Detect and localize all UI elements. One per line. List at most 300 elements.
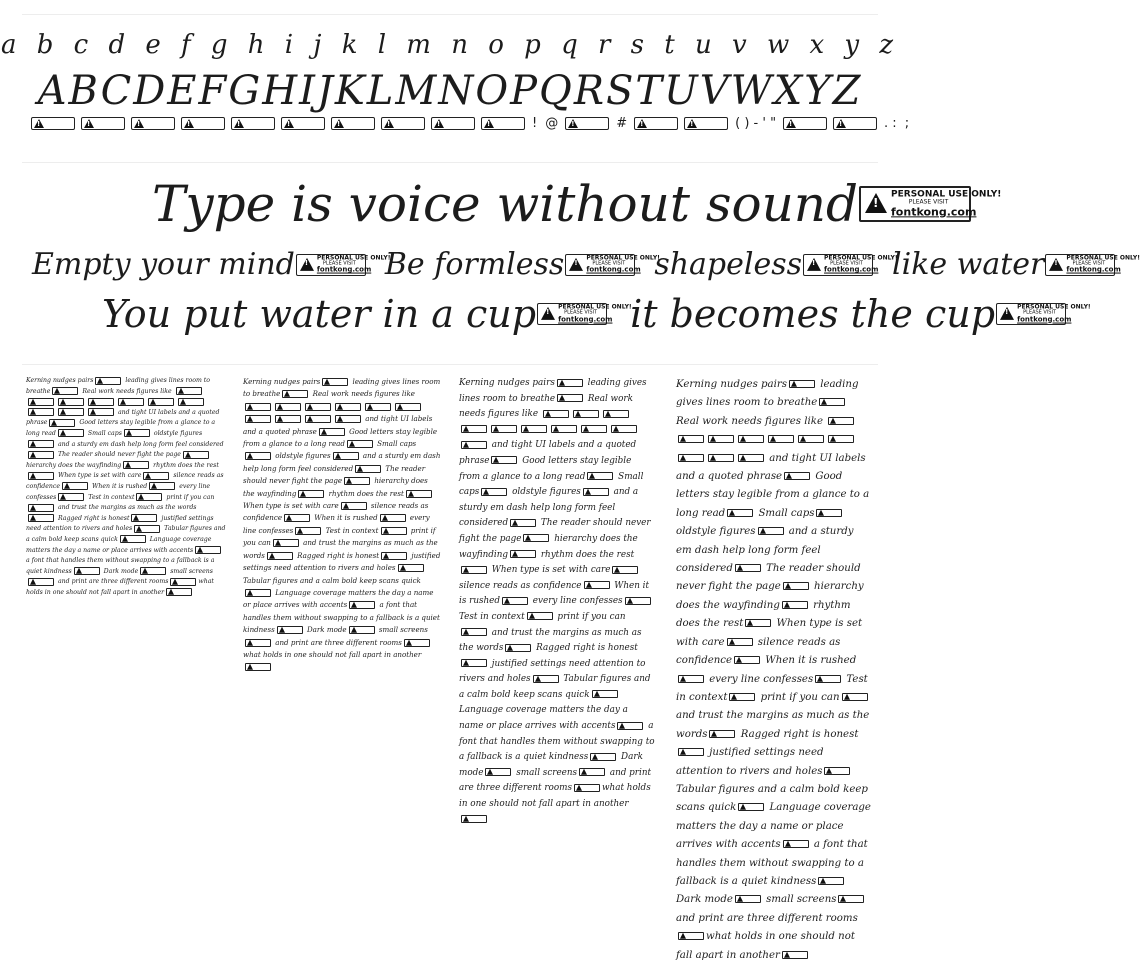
license-badge-icon <box>735 564 761 572</box>
warning-icon <box>710 436 716 442</box>
badge-text: fontkong.com <box>316 265 372 274</box>
warning-icon <box>569 257 583 270</box>
license-badge-icon <box>298 490 324 498</box>
phrase <box>630 292 1091 336</box>
warning-icon <box>740 436 746 442</box>
warning-icon <box>786 473 792 479</box>
license-badge-icon <box>783 840 809 848</box>
warning-icon <box>512 551 518 557</box>
warning-icon <box>321 428 327 434</box>
warning-icon <box>286 515 292 521</box>
badge-text: PERSONAL USE ONLY! <box>1017 303 1091 311</box>
warning-icon <box>830 436 836 442</box>
license-badge-icon <box>231 117 275 130</box>
warning-icon <box>729 510 735 516</box>
license-badge-icon <box>612 566 638 574</box>
warning-icon <box>613 426 619 432</box>
warning-icon <box>826 767 832 773</box>
license-badge-icon <box>1045 254 1140 276</box>
badge-text: fontkong.com <box>891 205 977 219</box>
license-badge-icon <box>331 117 375 130</box>
license-badge-icon <box>166 588 192 596</box>
license-badge-icon <box>574 784 600 792</box>
license-badge-icon <box>120 535 146 543</box>
license-badge-icon <box>481 488 507 496</box>
warning-icon <box>836 119 846 128</box>
warning-icon <box>535 675 541 681</box>
license-badge-icon <box>584 581 610 589</box>
warning-icon <box>247 590 253 596</box>
warning-icon <box>784 951 790 957</box>
warning-icon <box>493 457 499 463</box>
warning-icon <box>785 583 791 589</box>
warning-icon <box>791 381 797 387</box>
license-badge-icon <box>49 419 75 427</box>
license-badge-icon <box>758 527 784 535</box>
warning-icon <box>64 483 70 489</box>
warning-icon <box>729 638 735 644</box>
warning-icon <box>731 694 737 700</box>
warning-icon <box>680 436 686 442</box>
warning-icon <box>680 454 686 460</box>
warning-icon <box>463 660 469 666</box>
warning-icon <box>463 629 469 635</box>
license-badge-icon <box>344 477 370 485</box>
specimen-paragraph: Kerning nudges pairs leading gives lines room to breathe Real work needs figures like and tight UI labels and a quoted phrase Good letters stay legible from a glance to a long read Small caps oldstyle figures and a sturdy em dash help long form feel considered The reader should never fight the page hierarchy does the wayfinding rhythm does the rest When type is set with care silence reads as confidence When it is rushed every line confesses Test in context print if you can and trust the margins as much as the words Ragged right is honest justified settings need attention to rivers and holes Tabular figures and a calm bold keep scans quick Language coverage matters the day a name or place arrives with accents a font that handles them without swapping to a fallback is a quiet kindness Dark mode small screens and print are three different rooms what holds in one should not fall apart in another <box>26 377 226 596</box>
warning-icon <box>711 730 717 736</box>
warning-icon <box>145 473 151 479</box>
badge-text: PLEASE VISIT <box>830 260 863 267</box>
license-badge-icon <box>738 803 764 811</box>
badge-text: fontkong.com <box>1017 315 1072 324</box>
warning-icon <box>512 520 518 526</box>
license-badge-icon <box>58 398 84 406</box>
license-badge-icon <box>581 425 607 433</box>
badge-text: PERSONAL USE ONLY! <box>891 189 1002 200</box>
warning-icon <box>185 451 191 457</box>
specimen-column-medium <box>243 376 441 659</box>
warning-icon <box>178 388 184 394</box>
license-badge-icon <box>28 578 54 586</box>
license-badge-icon <box>136 493 162 501</box>
license-badge-icon <box>565 117 609 130</box>
license-badge-icon <box>277 626 303 634</box>
license-badge-icon <box>281 117 325 130</box>
warning-icon <box>605 410 611 416</box>
warning-icon <box>525 535 531 541</box>
warning-icon <box>680 933 686 939</box>
warning-icon <box>297 528 303 534</box>
warning-icon <box>134 119 144 128</box>
warning-icon <box>463 442 469 448</box>
license-badge-icon <box>708 435 734 443</box>
badge-text: PERSONAL USE ONLY! <box>586 254 660 262</box>
license-badge-icon <box>533 675 559 683</box>
warning-icon <box>619 722 625 728</box>
license-badge-icon <box>611 425 637 433</box>
warning-icon <box>865 193 887 213</box>
warning-icon <box>76 568 82 574</box>
license-badge-icon <box>245 403 271 411</box>
glyph-symbol: @ <box>545 116 559 131</box>
license-badge-icon <box>734 656 760 664</box>
license-badge-icon <box>275 403 301 411</box>
license-badge-icon <box>349 601 375 609</box>
license-badge-icon <box>381 552 407 560</box>
warning-icon <box>637 119 647 128</box>
license-badge-icon <box>551 425 577 433</box>
warning-icon <box>784 602 790 608</box>
license-badge-icon <box>583 488 609 496</box>
warning-icon <box>687 119 697 128</box>
license-badge-icon <box>322 378 348 386</box>
glyph-symbol: . : <box>884 116 897 131</box>
license-badge-icon <box>625 597 651 605</box>
license-badge-icon <box>565 254 660 276</box>
warning-icon <box>126 430 132 436</box>
license-badge-icon <box>727 638 753 646</box>
warning-icon <box>406 639 412 645</box>
license-badge-icon <box>406 490 432 498</box>
warning-icon <box>583 426 589 432</box>
warning-icon <box>277 404 283 410</box>
warning-icon <box>818 510 824 516</box>
warning-icon <box>279 627 285 633</box>
license-badge-icon <box>678 675 704 683</box>
warning-icon <box>844 694 850 700</box>
license-badge-icon <box>798 435 824 443</box>
badge-text: PLEASE VISIT <box>564 309 598 316</box>
license-badge-icon <box>131 514 157 522</box>
license-badge-icon <box>341 502 367 510</box>
warning-icon <box>168 589 174 595</box>
warning-icon <box>90 409 96 415</box>
license-badge-icon <box>590 753 616 761</box>
license-badge-icon <box>678 454 704 462</box>
license-badge-icon <box>502 597 528 605</box>
warning-icon <box>576 785 582 791</box>
warning-icon <box>150 398 156 404</box>
warning-icon <box>785 841 791 847</box>
license-badge-icon <box>88 398 114 406</box>
license-badge-icon <box>245 663 271 671</box>
license-badge-icon <box>118 398 144 406</box>
license-badge-icon <box>803 254 898 276</box>
warning-icon <box>324 379 330 385</box>
warning-icon <box>382 515 388 521</box>
license-badge-icon <box>491 425 517 433</box>
headline <box>152 175 1002 233</box>
license-badge-icon <box>782 601 808 609</box>
badge-text: fontkong.com <box>1066 265 1121 274</box>
phrase <box>32 247 391 282</box>
specimen-paragraph: Kerning nudges pairs leading gives lines room to breathe Real work needs figures like and tight UI labels and a quoted phrase Good letters stay legible from a glance to a long read Small caps oldstyle figures and a sturdy em dash help long form feel considered The reader should never fight the page hierarchy does the wayfinding rhythm does the rest When type is set with care silence reads as confidence When it is rushed every line confesses Test in context print if you can and trust the margins as much as the words Ragged right is honest justified settings need attention to rivers and holes Tabular figures and a calm bold keep scans quick Language coverage matters the day a name or place arrives with accents a font that handles them without swapping to a fallback is a quiet kindness Dark mode small screens and print are three different rooms what holds in one should not fall apart in another <box>243 376 441 674</box>
license-badge-icon <box>74 567 100 575</box>
license-badge-icon <box>134 525 160 533</box>
license-badge-icon <box>305 403 331 411</box>
warning-icon <box>300 257 314 270</box>
warning-icon <box>180 398 186 404</box>
license-badge-icon <box>729 693 755 701</box>
warning-icon <box>343 503 349 509</box>
warning-icon <box>523 426 529 432</box>
warning-icon <box>275 540 281 546</box>
license-badge-icon <box>617 722 643 730</box>
license-badge-icon <box>828 417 854 425</box>
license-badge-icon <box>579 768 605 776</box>
license-badge-icon <box>81 117 125 130</box>
license-badge-icon <box>634 117 678 130</box>
license-badge-icon <box>573 410 599 418</box>
license-badge-icon <box>170 578 196 586</box>
warning-icon <box>680 675 686 681</box>
warning-icon <box>151 483 157 489</box>
warning-icon <box>30 578 36 584</box>
lowercase-alphabet: a b c d e f g h i j k l m n o p q r s t u v w x y z <box>0 30 900 60</box>
specimen-column-xlarge <box>676 376 872 961</box>
warning-icon <box>553 426 559 432</box>
license-badge-icon <box>296 254 391 276</box>
warning-icon <box>120 398 126 404</box>
warning-icon <box>172 578 178 584</box>
license-badge-icon <box>727 509 753 517</box>
warning-icon <box>60 409 66 415</box>
license-badge-icon <box>95 377 121 385</box>
warning-icon <box>247 416 253 422</box>
glyph-row <box>28 116 913 131</box>
license-badge-icon <box>678 435 704 443</box>
license-badge-icon <box>461 815 487 823</box>
warning-icon <box>247 404 253 410</box>
badge-text: PLEASE VISIT <box>1072 260 1106 267</box>
license-badge-icon <box>738 435 764 443</box>
license-badge-icon <box>816 509 842 517</box>
license-badge-icon <box>31 117 75 130</box>
license-badge-icon <box>267 552 293 560</box>
license-badge-icon <box>708 454 734 462</box>
warning-icon <box>680 749 686 755</box>
license-badge-icon <box>143 472 169 480</box>
warning-icon <box>487 769 493 775</box>
warning-icon <box>770 436 776 442</box>
license-badge-icon <box>245 415 271 423</box>
warning-icon <box>136 526 142 532</box>
license-badge-icon <box>140 567 166 575</box>
license-badge-icon <box>709 730 735 738</box>
license-badge-icon <box>319 428 345 436</box>
warning-icon <box>197 547 203 553</box>
phrase-text: like water <box>892 247 1045 282</box>
warning-icon <box>337 416 343 422</box>
specimen-paragraph: Kerning nudges pairs leading gives lines room to breathe Real work needs figures like and tight UI labels and a quoted phrase Good letters stay legible from a glance to a long read Small caps oldstyle figures and a sturdy em dash help long form feel considered The reader should never fight the page hierarchy does the wayfinding rhythm does the rest When type is set with care silence reads as confidence When it is rushed every line confesses Test in context print if you can and trust the margins as much as the words Ragged right is honest justified settings need attention to rivers and holes Tabular figures and a calm bold keep scans quick Language coverage matters the day a name or place arrives with accents a font that handles them without swapping to a fallback is a quiet kindness Dark mode small screens and print are three different rooms what holds in one should not fall apart in another <box>676 379 871 961</box>
license-badge-icon <box>510 550 536 558</box>
license-badge-icon <box>58 408 84 416</box>
badge-text: PLEASE VISIT <box>592 260 626 267</box>
license-badge-icon <box>123 461 149 469</box>
license-badge-icon <box>333 452 359 460</box>
warning-icon <box>269 552 275 558</box>
warning-icon <box>504 598 510 604</box>
license-badge-icon <box>28 472 54 480</box>
badge-text: PERSONAL USE ONLY! <box>1066 254 1140 262</box>
warning-icon <box>122 536 128 542</box>
warning-icon <box>710 454 716 460</box>
warning-icon <box>383 528 389 534</box>
license-badge-icon <box>557 394 583 402</box>
license-badge-icon <box>335 415 361 423</box>
license-badge-icon <box>783 582 809 590</box>
warning-icon <box>589 473 595 479</box>
warning-icon <box>30 504 36 510</box>
license-badge-icon <box>833 117 877 130</box>
warning-icon <box>463 566 469 572</box>
warning-icon <box>397 404 403 410</box>
warning-icon <box>97 377 103 383</box>
warning-icon <box>592 753 598 759</box>
license-badge-icon <box>789 380 815 388</box>
license-badge-icon <box>543 410 569 418</box>
warning-icon <box>60 430 66 436</box>
license-badge-icon <box>380 514 406 522</box>
license-badge-icon <box>782 951 808 959</box>
license-badge-icon <box>996 303 1091 325</box>
warning-icon <box>30 398 36 404</box>
license-badge-icon <box>149 482 175 490</box>
license-badge-icon <box>828 435 854 443</box>
warning-icon <box>349 441 355 447</box>
warning-icon <box>484 119 494 128</box>
warning-icon <box>335 453 341 459</box>
warning-icon <box>586 582 592 588</box>
warning-icon <box>483 488 489 494</box>
license-badge-icon <box>768 435 794 443</box>
warning-icon <box>800 436 806 442</box>
badge-text: PERSONAL USE ONLY! <box>824 254 898 262</box>
specimen-column-small <box>26 376 226 640</box>
phrase <box>102 292 632 336</box>
divider <box>22 364 878 365</box>
license-badge-icon <box>347 440 373 448</box>
badge-text: PERSONAL USE ONLY! <box>558 303 632 311</box>
warning-icon <box>817 675 823 681</box>
license-badge-icon <box>176 387 202 395</box>
license-badge-icon <box>745 619 771 627</box>
badge-text: PLEASE VISIT <box>1023 309 1057 316</box>
license-badge-icon <box>398 564 424 572</box>
license-badge-icon <box>273 539 299 547</box>
warning-icon <box>277 416 283 422</box>
warning-icon <box>736 657 742 663</box>
warning-icon <box>740 804 746 810</box>
warning-icon <box>184 119 194 128</box>
license-badge-icon <box>481 117 525 130</box>
license-badge-icon <box>148 398 174 406</box>
warning-icon <box>1000 307 1014 320</box>
warning-icon <box>737 565 743 571</box>
warning-icon <box>821 399 827 405</box>
specimen-paragraph: Kerning nudges pairs leading gives lines room to breathe Real work needs figures like and tight UI labels and a quoted phrase Good letters stay legible from a glance to a long read Small caps oldstyle figures and a sturdy em dash help long form feel considered The reader should never fight the page hierarchy does the wayfinding rhythm does the rest When type is set with care silence reads as confidence When it is rushed every line confesses Test in context print if you can and trust the margins as much as the words Ragged right is honest justified settings need attention to rivers and holes Tabular figures and a calm bold keep scans quick Language coverage matters the day a name or place arrives with accents a font that handles them without swapping to a fallback is a quiet kindness Dark mode small screens and print are three different rooms what holds in one should not fall apart in another <box>459 376 655 828</box>
license-badge-icon <box>28 514 54 522</box>
warning-icon <box>575 410 581 416</box>
uppercase-alphabet: ABCDEFGHIJKLMNOPQRSTUVWXYZ <box>37 68 863 114</box>
license-badge-icon <box>295 527 321 535</box>
warning-icon <box>760 528 766 534</box>
phrase <box>892 247 1140 282</box>
license-badge-icon <box>738 454 764 462</box>
license-badge-icon <box>381 117 425 130</box>
warning-icon <box>125 462 131 468</box>
warning-icon <box>30 441 36 447</box>
license-badge-icon <box>461 659 487 667</box>
glyph-symbol: ! <box>532 116 538 131</box>
warning-icon <box>90 398 96 404</box>
warning-icon <box>337 404 343 410</box>
specimen-column-large <box>459 376 655 810</box>
license-badge-icon <box>818 877 844 885</box>
warning-icon <box>493 426 499 432</box>
license-badge-icon <box>510 519 536 527</box>
warning-icon <box>142 568 148 574</box>
warning-icon <box>60 494 66 500</box>
license-badge-icon <box>735 895 761 903</box>
warning-icon <box>54 388 60 394</box>
phrase <box>384 247 660 282</box>
warning-icon <box>300 490 306 496</box>
license-badge-icon <box>859 186 1002 222</box>
license-badge-icon <box>88 408 114 416</box>
warning-icon <box>807 257 821 270</box>
warning-icon <box>614 566 620 572</box>
license-badge-icon <box>537 303 632 325</box>
warning-icon <box>627 598 633 604</box>
badge-text: PLEASE VISIT <box>322 260 356 267</box>
warning-icon <box>383 552 389 558</box>
license-badge-icon <box>521 425 547 433</box>
license-badge-icon <box>461 425 487 433</box>
license-badge-icon <box>28 451 54 459</box>
warning-icon <box>559 379 565 385</box>
license-badge-icon <box>431 117 475 130</box>
warning-icon <box>247 453 253 459</box>
warning-icon <box>30 409 36 415</box>
phrase <box>654 247 898 282</box>
badge-text: PLEASE VISIT <box>908 198 949 206</box>
warning-icon <box>133 515 139 521</box>
license-badge-icon <box>485 768 511 776</box>
warning-icon <box>284 391 290 397</box>
warning-icon <box>585 488 591 494</box>
license-badge-icon <box>678 748 704 756</box>
warning-icon <box>346 478 352 484</box>
warning-icon <box>30 515 36 521</box>
license-badge-icon <box>783 117 827 130</box>
license-badge-icon <box>28 408 54 416</box>
license-badge-icon <box>815 675 841 683</box>
warning-icon <box>1049 257 1063 270</box>
license-badge-icon <box>587 472 613 480</box>
glyph-symbol: ; <box>904 116 910 131</box>
badge-text: fontkong.com <box>824 265 879 274</box>
license-badge-icon <box>603 410 629 418</box>
warning-icon <box>541 307 555 320</box>
warning-icon <box>284 119 294 128</box>
warning-icon <box>786 119 796 128</box>
license-badge-icon <box>784 472 810 480</box>
warning-icon <box>529 613 535 619</box>
license-badge-icon <box>245 452 271 460</box>
warning-icon <box>840 896 846 902</box>
warning-icon <box>247 664 253 670</box>
